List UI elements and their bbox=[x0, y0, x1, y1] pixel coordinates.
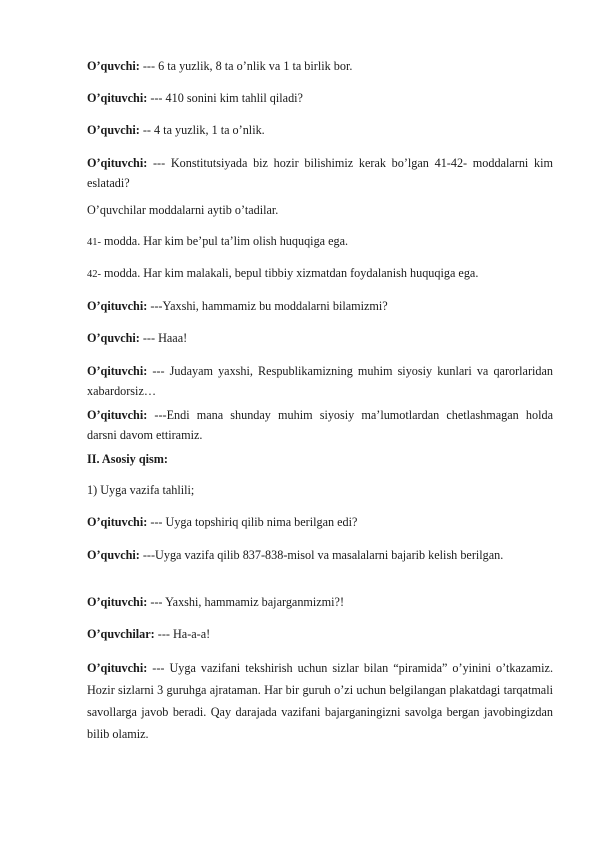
speaker-label: O’quvchilar: bbox=[87, 627, 155, 641]
line-text: --- Uyga vazifani tekshirish uchun sizlar bilan “piramida” o’yinini o’tkazamiz. Hozir sizlarni 3 guruhga ajrataman. Har bir guruh o’zi uchun belgilangan plakatdagi tarqatmali savollarga javob beradi. Qay darajada vazifani bajarganingizni savolga bergan javobingizdan bilib olamiz. bbox=[87, 661, 553, 741]
line-text: ---Uyga vazifa qilib 837-838-misol va masalalarni bajarib kelish berilgan. bbox=[139, 548, 504, 562]
line-text: ---Endi mana shunday muhim siyosiy ma’lumotlardan chetlashmagan holda darsni davom ettiramiz. bbox=[87, 408, 553, 442]
article-number: 41- bbox=[87, 237, 101, 248]
dialogue-line bbox=[87, 56, 553, 76]
speaker-label: O’qituvchi: bbox=[87, 595, 148, 609]
dialogue-line bbox=[87, 657, 553, 745]
line-text: --- Konstitutsiyada biz hozir bilishimiz kerak bo’lgan 41-42- moddalarni kim eslatadi? bbox=[87, 156, 553, 190]
line-text: --- 410 sonini kim tahlil qiladi? bbox=[147, 91, 303, 105]
line-text: -- 4 ta yuzlik, 1 ta o’nlik. bbox=[139, 123, 265, 137]
line-text: modda. Har kim malakali, bepul tibbiy xizmatdan foydalanish huquqiga ega. bbox=[101, 266, 479, 280]
section-heading bbox=[87, 449, 553, 469]
line-text: --- Ha-a-a! bbox=[154, 627, 211, 641]
speaker-label: O’quvchi: bbox=[87, 123, 140, 137]
narration-line bbox=[87, 200, 553, 220]
speaker-label: O’quvchi: bbox=[87, 548, 140, 562]
line-text: --- Haaa! bbox=[139, 331, 188, 345]
speaker-label: O’qituvchi: bbox=[87, 515, 148, 529]
dialogue-line bbox=[87, 328, 553, 348]
speaker-label: O’qituvchi: bbox=[87, 299, 148, 313]
speaker-label: O’quvchi: bbox=[87, 331, 140, 345]
speaker-label: O’qituvchi: bbox=[87, 156, 148, 170]
speaker-label: O’qituvchi: bbox=[87, 91, 148, 105]
line-text: --- Yaxshi, hammamiz bajarganmizmi?! bbox=[147, 595, 345, 609]
dialogue-line bbox=[87, 361, 553, 401]
dialogue-line bbox=[87, 296, 553, 316]
line-text: ---Yaxshi, hammamiz bu moddalarni bilamizmi? bbox=[147, 299, 388, 313]
dialogue-line bbox=[87, 592, 553, 612]
article-number: 42- bbox=[87, 269, 101, 280]
speaker-label: O’qituvchi: bbox=[87, 408, 148, 422]
dialogue-line bbox=[87, 120, 553, 140]
dialogue-line bbox=[87, 512, 553, 532]
line-text: 1) Uyga vazifa tahlili; bbox=[87, 483, 195, 497]
narration-line bbox=[87, 480, 553, 500]
dialogue-line bbox=[87, 88, 553, 108]
heading-text: II. Asosiy qism: bbox=[87, 452, 168, 466]
line-text: modda. Har kim be’pul ta’lim olish huquqiga ega. bbox=[101, 234, 349, 248]
article-line bbox=[87, 263, 553, 285]
dialogue-line bbox=[87, 153, 553, 193]
line-text: --- Uyga topshiriq qilib nima berilgan edi? bbox=[147, 515, 358, 529]
article-line bbox=[87, 231, 553, 253]
speaker-label: O’qituvchi: bbox=[87, 364, 148, 378]
speaker-label: O’qituvchi: bbox=[87, 661, 148, 675]
line-text: O’quvchilar moddalarni aytib o’tadilar. bbox=[87, 203, 279, 217]
line-text: --- 6 ta yuzlik, 8 ta o’nlik va 1 ta birlik bor. bbox=[139, 59, 353, 73]
dialogue-line bbox=[87, 405, 553, 445]
line-text: --- Judayam yaxshi, Respublikamizning muhim siyosiy kunlari va qarorlaridan xabardorsiz… bbox=[87, 364, 553, 398]
speaker-label: O’quvchi: bbox=[87, 59, 140, 73]
dialogue-line bbox=[87, 624, 553, 644]
dialogue-line bbox=[87, 545, 553, 565]
